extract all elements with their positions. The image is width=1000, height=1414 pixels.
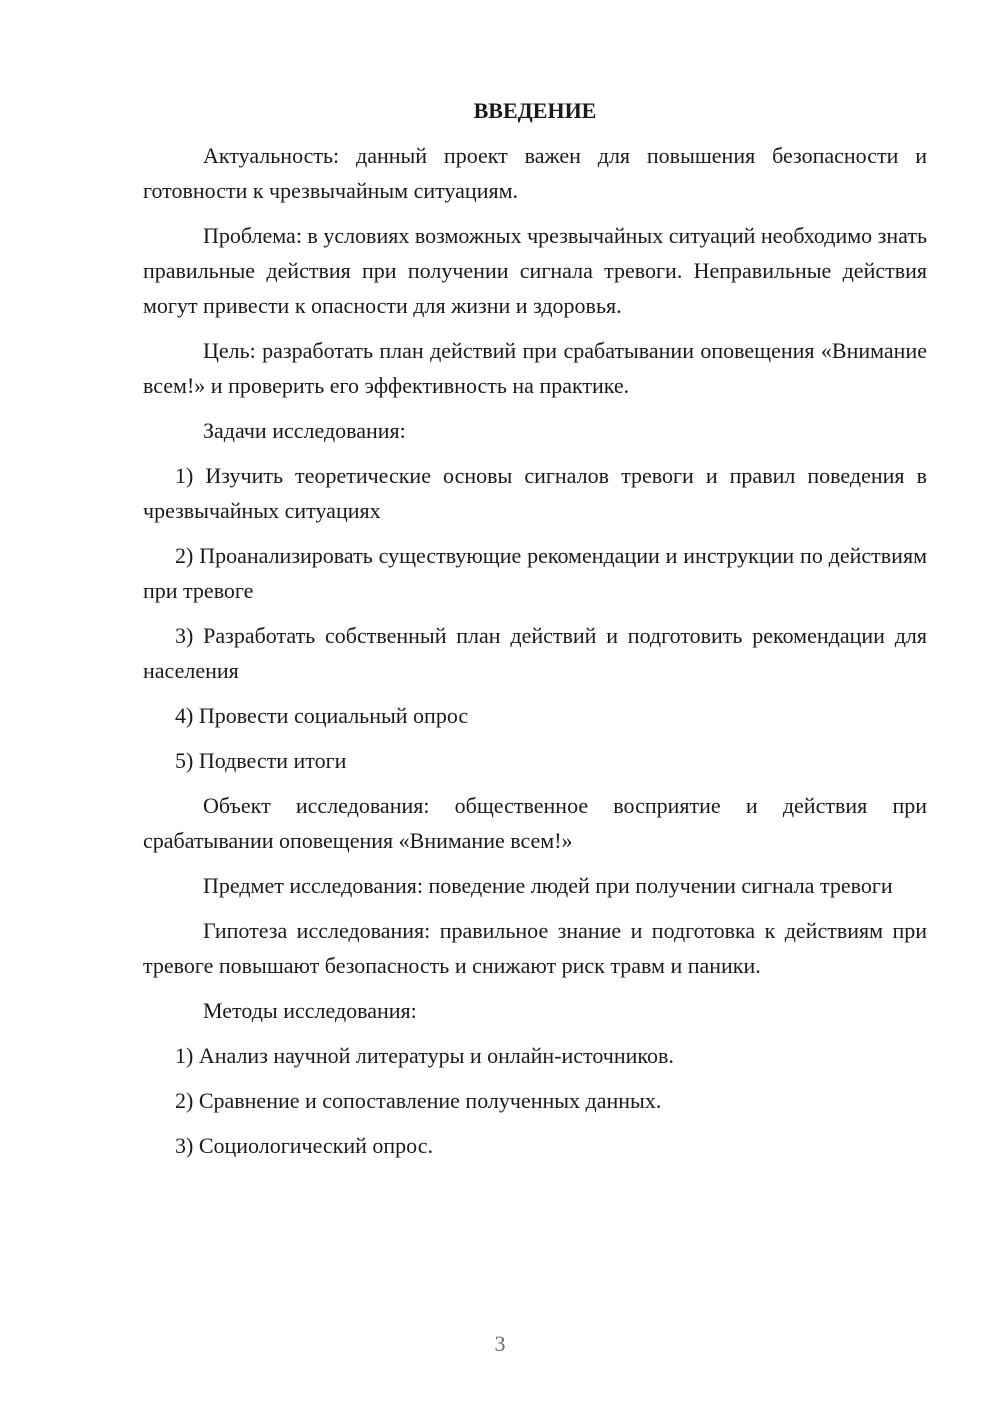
subject-paragraph: Предмет исследования: поведение людей при получении сигнала тревоги [203, 873, 893, 898]
task-item: 2) Проанализировать существующие рекомендации и инструкции по действиям при тревоге [143, 543, 927, 603]
object-paragraph: Объект исследования: общественное восприятие и действия при срабатывании оповещения «Внимание всем!» [143, 793, 927, 853]
goal-paragraph: Цель: разработать план действий при срабатывании оповещения «Внимание всем!» и проверить его эффективность на практике. [143, 338, 927, 398]
method-item: 2) Сравнение и сопоставление полученных данных. [175, 1088, 662, 1113]
hypothesis-paragraph: Гипотеза исследования: правильное знание и подготовка к действиям при тревоге повышают безопасность и снижают риск травм и паники. [143, 918, 927, 978]
document-page [143, 93, 927, 1173]
task-item: 4) Провести социальный опрос [175, 703, 469, 728]
task-item: 3) Разработать собственный план действий и подготовить рекомендации для населения [143, 623, 927, 683]
task-item: 1) Изучить теоретические основы сигналов тревоги и правил поведения в чрезвычайных ситуациях [143, 463, 927, 523]
problem-paragraph: Проблема: в условиях возможных чрезвычайных ситуаций необходимо знать правильные действия при получении сигнала тревоги. Неправильные действия могут привести к опасности для жизни и здоровья. [143, 223, 927, 318]
relevance-paragraph: Актуальность: данный проект важен для повышения безопасности и готовности к чрезвычайным ситуациям. [143, 143, 927, 203]
tasks-heading: Задачи исследования: [203, 418, 406, 443]
method-item: 3) Социологический опрос. [175, 1133, 433, 1158]
page-number: 3 [494, 1331, 506, 1356]
task-item: 5) Подвести итоги [175, 748, 347, 773]
methods-heading: Методы исследования: [203, 998, 417, 1023]
method-item: 1) Анализ научной литературы и онлайн-источников. [175, 1043, 674, 1068]
document-title: ВВЕДЕНИЕ [473, 98, 597, 123]
